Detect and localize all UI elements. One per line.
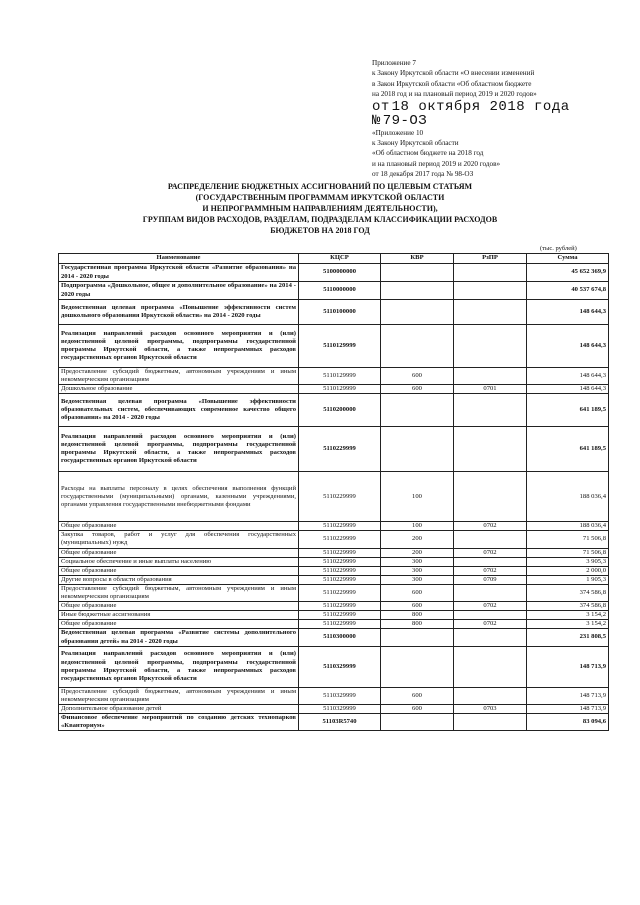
table-row — [59, 646, 609, 687]
cell-sum: 45 652 369,9 — [527, 264, 609, 282]
table-row — [59, 602, 609, 611]
cell-name: Дошкольное образование — [59, 385, 299, 394]
cell-name: Иные бюджетные ассигнования — [59, 611, 299, 620]
cell-kvr: 100 — [381, 472, 454, 522]
cell-rzpr: 0702 — [454, 548, 527, 557]
cell-sum: 374 586,8 — [527, 602, 609, 611]
table-row — [59, 584, 609, 601]
cell-kcsr: 5110229999 — [299, 575, 381, 584]
cell-sum: 641 189,5 — [527, 394, 609, 427]
cell-kvr — [381, 629, 454, 646]
table-row — [59, 264, 609, 282]
cell-rzpr — [454, 629, 527, 646]
cell-rzpr: 0702 — [454, 602, 527, 611]
cell-kvr: 600 — [381, 602, 454, 611]
cell-name: Общее образование — [59, 602, 299, 611]
table-row — [59, 300, 609, 325]
cell-kvr: 600 — [381, 368, 454, 385]
table-row — [59, 629, 609, 646]
cell-kvr — [381, 427, 454, 472]
appendix-line: на 2018 год и на плановый период 2019 и 2020 годов» — [372, 90, 537, 99]
cell-sum: 71 506,8 — [527, 548, 609, 557]
appendix-line: к Закону Иркутской области «О внесении изменений — [372, 69, 535, 78]
cell-kcsr: 5110329999 — [299, 646, 381, 687]
table-row — [59, 427, 609, 472]
cell-kcsr: 5110229999 — [299, 620, 381, 629]
cell-kcsr: 5100000000 — [299, 264, 381, 282]
cell-kcsr: 5110100000 — [299, 300, 381, 325]
table-row — [59, 548, 609, 557]
cell-sum: 148 644,3 — [527, 300, 609, 325]
cell-kvr: 300 — [381, 557, 454, 566]
amendment-number — [372, 114, 622, 128]
cell-kvr — [381, 394, 454, 427]
cell-rzpr — [454, 531, 527, 548]
table-row — [59, 368, 609, 385]
title-line: ГРУППАМ ВИДОВ РАСХОДОВ, РАЗДЕЛАМ, ПОДРАЗДЕЛАМ КЛАССИФИКАЦИИ РАСХОДОВ — [142, 215, 498, 224]
header-rzpr: РзПР — [454, 254, 527, 264]
cell-kvr: 300 — [381, 566, 454, 575]
cell-kvr: 200 — [381, 531, 454, 548]
cell-kvr — [381, 282, 454, 300]
cell-sum: 148 644,3 — [527, 385, 609, 394]
cell-kcsr: 5110229999 — [299, 584, 381, 601]
cell-rzpr — [454, 282, 527, 300]
table-row — [59, 713, 609, 730]
cell-kcsr: 5110000000 — [299, 282, 381, 300]
cell-sum: 148 644,3 — [527, 368, 609, 385]
cell-kcsr: 5110329999 — [299, 687, 381, 704]
cell-sum: 71 506,8 — [527, 531, 609, 548]
cell-sum: 148 644,3 — [527, 325, 609, 368]
cell-sum: 188 036,4 — [527, 472, 609, 522]
cell-kcsr: 5110229999 — [299, 531, 381, 548]
cell-name: Предоставление субсидий бюджетным, автономным учреждениям и иным некоммерческим организациям — [59, 368, 299, 385]
cell-kvr: 600 — [381, 687, 454, 704]
appendix-line: в Закон Иркутской области «Об областном бюджете — [372, 79, 532, 88]
table-header-row — [59, 254, 609, 264]
budget-table — [58, 253, 609, 731]
table-row — [59, 325, 609, 368]
cell-name: Общее образование — [59, 566, 299, 575]
table-row — [59, 522, 609, 531]
table-row — [59, 575, 609, 584]
table-row — [59, 620, 609, 629]
cell-sum: 83 094,6 — [527, 713, 609, 730]
table-row — [59, 394, 609, 427]
cell-sum: 188 036,4 — [527, 522, 609, 531]
cell-rzpr: 0701 — [454, 385, 527, 394]
document-title — [60, 181, 580, 236]
table-row — [59, 557, 609, 566]
cell-name: Закупка товаров, работ и услуг для обеспечения государственных (муниципальных) нужд — [59, 531, 299, 548]
cell-kcsr: 5110300000 — [299, 629, 381, 646]
cell-kcsr: 5110229999 — [299, 602, 381, 611]
cell-name: Ведомственная целевая программа «Повышение эффективности систем дошкольного образования Иркутской области» на 2014 - 2020 годы — [59, 300, 299, 325]
cell-name: Расходы на выплаты персоналу в целях обеспечения выполнения функций государственными (муниципальными) органами, казенными учреждениями, органами управления государственными внебюджетными фондами — [59, 472, 299, 522]
cell-sum: 3 154,2 — [527, 611, 609, 620]
cell-sum: 148 713,9 — [527, 687, 609, 704]
cell-rzpr — [454, 264, 527, 282]
cell-rzpr — [454, 394, 527, 427]
cell-kvr: 600 — [381, 704, 454, 713]
cell-name: Финансовое обеспечение мероприятий по созданию детских технопарков «Кванториум» — [59, 713, 299, 730]
header-name: Наименование — [59, 254, 299, 264]
title-line: И НЕПРОГРАММНЫМ НАПРАВЛЕНИЯМ ДЕЯТЕЛЬНОСТИ), — [202, 204, 438, 213]
cell-kvr — [381, 264, 454, 282]
cell-sum: 374 586,8 — [527, 584, 609, 601]
cell-sum: 40 537 674,8 — [527, 282, 609, 300]
units-label: (тыс. рублей) — [540, 245, 577, 252]
cell-kcsr: 51103R5740 — [299, 713, 381, 730]
appendix-line: от 18 декабря 2017 года № 98-ОЗ — [372, 170, 474, 179]
cell-name: Государственная программа Иркутской области «Развитие образования» на 2014 - 2020 годы — [59, 264, 299, 282]
cell-kvr: 100 — [381, 522, 454, 531]
cell-rzpr — [454, 611, 527, 620]
cell-name: Общее образование — [59, 548, 299, 557]
cell-name: Реализация направлений расходов основного мероприятия и (или) ведомственной целевой программы, подпрограммы государственной программы Иркутской области, а также непрограммных расходов государственных органов Иркутской области — [59, 646, 299, 687]
number-prefix: № — [372, 112, 381, 129]
cell-sum: 3 154,2 — [527, 620, 609, 629]
cell-sum: 2 000,0 — [527, 566, 609, 575]
header-kcsr: КЦСР — [299, 254, 381, 264]
cell-rzpr — [454, 646, 527, 687]
cell-name: Социальное обеспечение и иные выплаты населению — [59, 557, 299, 566]
cell-name: Реализация направлений расходов основного мероприятия и (или) ведомственной целевой программы, подпрограммы государственной программы Иркутской области, а также непрограммных расходов государственных органов Иркутской области — [59, 427, 299, 472]
cell-name: Ведомственная целевая программа «Повышение эффективности образовательных систем, обеспечивающих современное качество общего образования» на 2014 - 2020 годы — [59, 394, 299, 427]
cell-kvr: 600 — [381, 385, 454, 394]
header-kvr: КВР — [381, 254, 454, 264]
cell-rzpr — [454, 713, 527, 730]
cell-kvr — [381, 713, 454, 730]
cell-rzpr — [454, 427, 527, 472]
cell-kvr — [381, 300, 454, 325]
cell-kvr: 200 — [381, 548, 454, 557]
cell-kcsr: 5110229999 — [299, 427, 381, 472]
cell-rzpr — [454, 300, 527, 325]
cell-rzpr: 0702 — [454, 620, 527, 629]
cell-kvr: 600 — [381, 584, 454, 601]
cell-sum: 1 905,3 — [527, 575, 609, 584]
cell-kcsr: 5110229999 — [299, 472, 381, 522]
cell-rzpr: 0702 — [454, 566, 527, 575]
title-line: (ГОСУДАРСТВЕННЫМ ПРОГРАММАМ ИРКУТСКОЙ ОБЛАСТИ — [195, 193, 445, 202]
cell-kcsr: 5110229999 — [299, 566, 381, 575]
cell-name: Общее образование — [59, 620, 299, 629]
cell-kcsr: 5110129999 — [299, 325, 381, 368]
cell-rzpr — [454, 368, 527, 385]
table-row — [59, 385, 609, 394]
title-line: БЮДЖЕТОВ НА 2018 ГОД — [270, 226, 370, 235]
cell-name: Подпрограмма «Дошкольное, общее и дополнительное образование» на 2014 - 2020 годы — [59, 282, 299, 300]
amendment-date — [372, 100, 622, 114]
cell-kcsr: 5110229999 — [299, 557, 381, 566]
cell-name: Дополнительное образование детей — [59, 704, 299, 713]
cell-kvr — [381, 325, 454, 368]
cell-name: Реализация направлений расходов основного мероприятия и (или) ведомственной целевой программы, подпрограммы государственной программы Иркутской области, а также непрограммных расходов государственных органов Иркутской области — [59, 325, 299, 368]
appendix-line: Приложение 7 — [372, 59, 416, 67]
cell-sum: 148 713,9 — [527, 704, 609, 713]
date-prefix: от — [372, 98, 390, 115]
cell-name: Другие вопросы в области образования — [59, 575, 299, 584]
table-row — [59, 282, 609, 300]
cell-rzpr: 0702 — [454, 522, 527, 531]
cell-rzpr — [454, 472, 527, 522]
table-row — [59, 472, 609, 522]
cell-rzpr — [454, 584, 527, 601]
cell-sum: 641 189,5 — [527, 427, 609, 472]
cell-kcsr: 5110229999 — [299, 611, 381, 620]
cell-kcsr: 5110329999 — [299, 704, 381, 713]
cell-kvr: 800 — [381, 611, 454, 620]
cell-name: Предоставление субсидий бюджетным, автономным учреждениям и иным некоммерческим организациям — [59, 584, 299, 601]
cell-name: Ведомственная целевая программа «Развитие системы дополнительного образования детей» на 2014 - 2020 годы — [59, 629, 299, 646]
table-row — [59, 611, 609, 620]
cell-kcsr: 5110200000 — [299, 394, 381, 427]
cell-kvr: 300 — [381, 575, 454, 584]
cell-kcsr: 5110229999 — [299, 548, 381, 557]
appendix-line: и на плановый период 2019 и 2020 годов» — [372, 159, 501, 168]
appendix-block — [372, 58, 622, 180]
cell-kvr — [381, 646, 454, 687]
table-row — [59, 704, 609, 713]
appendix-line: «Об областном бюджете на 2018 год — [372, 149, 484, 158]
cell-kcsr: 5110129999 — [299, 368, 381, 385]
header-sum: Сумма — [527, 254, 609, 264]
date-typed: 18 октября 2018 года — [391, 98, 570, 115]
cell-name: Общее образование — [59, 522, 299, 531]
appendix-line: к Закону Иркутской области — [372, 139, 459, 148]
cell-sum: 231 808,5 — [527, 629, 609, 646]
cell-rzpr: 0709 — [454, 575, 527, 584]
table-row — [59, 531, 609, 548]
number-typed: 79-ОЗ — [382, 112, 428, 129]
cell-sum: 3 905,3 — [527, 557, 609, 566]
table-body — [59, 264, 609, 731]
cell-kvr: 800 — [381, 620, 454, 629]
cell-rzpr — [454, 325, 527, 368]
cell-name: Предоставление субсидий бюджетным, автономным учреждениям и иным некоммерческим организациям — [59, 687, 299, 704]
table-row — [59, 687, 609, 704]
table-row — [59, 566, 609, 575]
cell-kcsr: 5110229999 — [299, 522, 381, 531]
cell-rzpr — [454, 557, 527, 566]
cell-kcsr: 5110129999 — [299, 385, 381, 394]
title-line: РАСПРЕДЕЛЕНИЕ БЮДЖЕТНЫХ АССИГНОВАНИЙ ПО ЦЕЛЕВЫМ СТАТЬЯМ — [167, 182, 473, 191]
cell-rzpr: 0703 — [454, 704, 527, 713]
appendix-line: «Приложение 10 — [372, 128, 424, 137]
cell-rzpr — [454, 687, 527, 704]
cell-sum: 148 713,9 — [527, 646, 609, 687]
